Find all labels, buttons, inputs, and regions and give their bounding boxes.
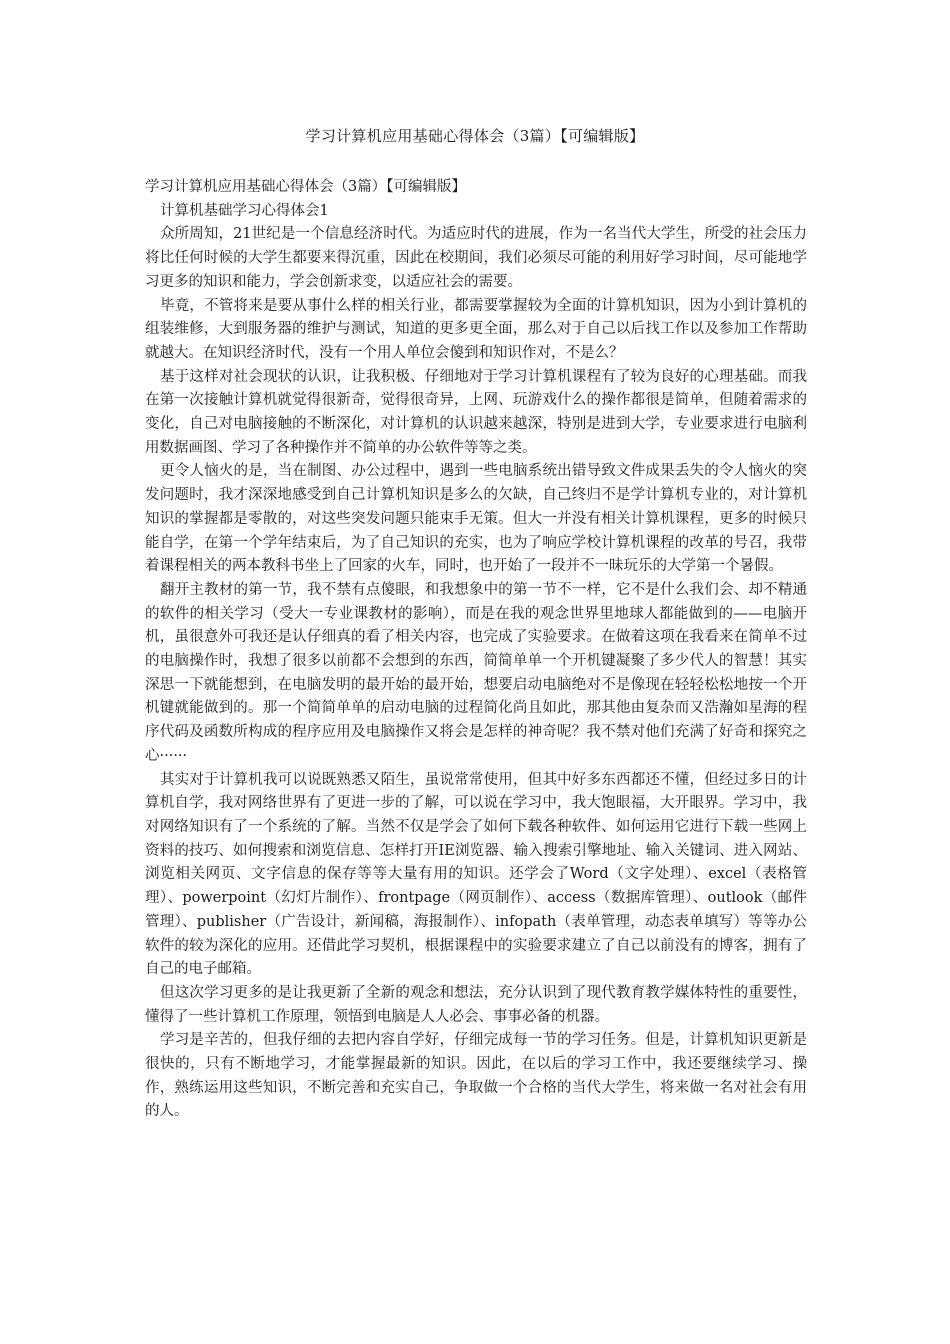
body-paragraph: 翻开主教材的第一节，我不禁有点傻眼，和我想象中的第一节不一样，它不是什么我们会、却不精通的软件的相关学习（受大一专业课教材的影响），而是在我的观念世界里地球人都能做到的——电脑开机，虽很意外可我还是认仔细真的看了相关内容，也完成了实验要求。在做着这项在我看来在简单不过的电脑操作时，我想了很多以前都不会想到的东西，简简单单一个开机键凝聚了多少代人的智慧！其实深思一下就能想到，在电脑发明的最开始的最开始，想要启动电脑绝对不是像现在轻轻松松地按一个开机键就能做到的。那一个简简单单的启动电脑的过程简化尚且如此，那其他由复杂而又浩瀚如星海的程序代码及函数所构成的程序应用及电脑操作又将会是怎样的神奇呢？我不禁对他们充满了好奇和探究之心······ [145, 581, 807, 764]
body-paragraph: 其实对于计算机我可以说既熟悉又陌生，虽说常常使用，但其中好多东西都还不懂，但经过多日的计算机自学，我对网络世界有了更进一步的了解，可以说在学习中，我大饱眼福，大开眼界。学习中，我对网络知识有了一个系统的了解。当然不仅是学会了如何下载各种软件、如何运用它进行下载一些网上资料的技巧、如何搜索和浏览信息、怎样打开IE浏览器、输入搜索引擎地址、输入关键词、进入网站、浏览相关网页、文字信息的保存等等大量有用的知识。还学会了Word（文字处理）、excel（表格管理）、powerpoint（幻灯片制作）、frontpage（网页制作）、access（数据库管理）、outlook（邮件管理）、publisher（广告设计，新闻稿，海报制作）、infopath（表单管理，动态表单填写）等等办公软件的较为深化的应用。还借此学习契机，根据课程中的实验要求建立了自己以前没有的博客，拥有了自己的电子邮箱。 [145, 771, 807, 978]
body-paragraph: 但这次学习更多的是让我更新了全新的观念和想法，充分认识到了现代教育教学媒体特性的重要性，懂得了一些计算机工作原理，领悟到电脑是人人必会、事事必备的机器。 [145, 984, 807, 1025]
section-heading: 计算机基础学习心得体会1 [160, 202, 329, 219]
body-paragraph: 众所周知，21世纪是一个信息经济时代。为适应时代的进展，作为一名当代大学生，所受的社会压力将比任何时候的大学生都要来得沉重，因此在校期间，我们必须尽可能的利用好学习时间，尽可能地学习更多的知识和能力，学会创新求变，以适应社会的需要。 [145, 226, 807, 290]
document-subtitle: 学习计算机应用基础心得体会（3篇）【可编辑版】 [145, 179, 466, 195]
document-body [145, 176, 807, 1124]
document-title: 学习计算机应用基础心得体会（3篇）【可编辑版】 [305, 127, 645, 145]
body-paragraph: 毕竟，不管将来是要从事什么样的相关行业，都需要掌握较为全面的计算机知识，因为小到计算机的组装维修，大到服务器的维护与测试，知道的更多更全面，那么对于自己以后找工作以及参加工作帮助就越大。在知识经济时代，没有一个用人单位会傻到和知识作对，不是么？ [145, 297, 807, 361]
body-paragraph: 更令人恼火的是，当在制图、办公过程中，遇到一些电脑系统出错导致文件成果丢失的令人恼火的突发问题时，我才深深地感受到自己计算机知识是多么的欠缺，自己终归不是学计算机专业的，对计算机知识的掌握都是零散的，对这些突发问题只能束手无策。但大一并没有相关计算机课程，更多的时候只能自学，在第一个学年结束后，为了自己知识的充实，也为了响应学校计算机课程的改革的号召，我带着课程相关的两本教科书坐上了回家的火车，同时，也开始了一段并不一昧玩乐的大学第一个暑假。 [145, 463, 807, 575]
body-paragraph: 基于这样对社会现状的认识，让我积极、仔细地对于学习计算机课程有了较为良好的心理基础。而我在第一次接触计算机就觉得很新奇，觉得很奇异，上网、玩游戏什么的操作都很是简单，但随着需求的变化，自己对电脑接触的不断深化，对计算机的认识越来越深，特别是进到大学，专业要求进行电脑利用数据画图、学习了各种操作并不简单的办公软件等等之类。 [145, 368, 807, 456]
body-paragraph: 学习是辛苦的，但我仔细的去把内容自学好，仔细完成每一节的学习任务。但是，计算机知识更新是很快的，只有不断地学习，才能掌握最新的知识。因此，在以后的学习工作中，我还要继续学习、操作，熟练运用这些知识，不断完善和充实自己，争取做一个合格的当代大学生，将来做一名对社会有用的人。 [145, 1032, 807, 1120]
